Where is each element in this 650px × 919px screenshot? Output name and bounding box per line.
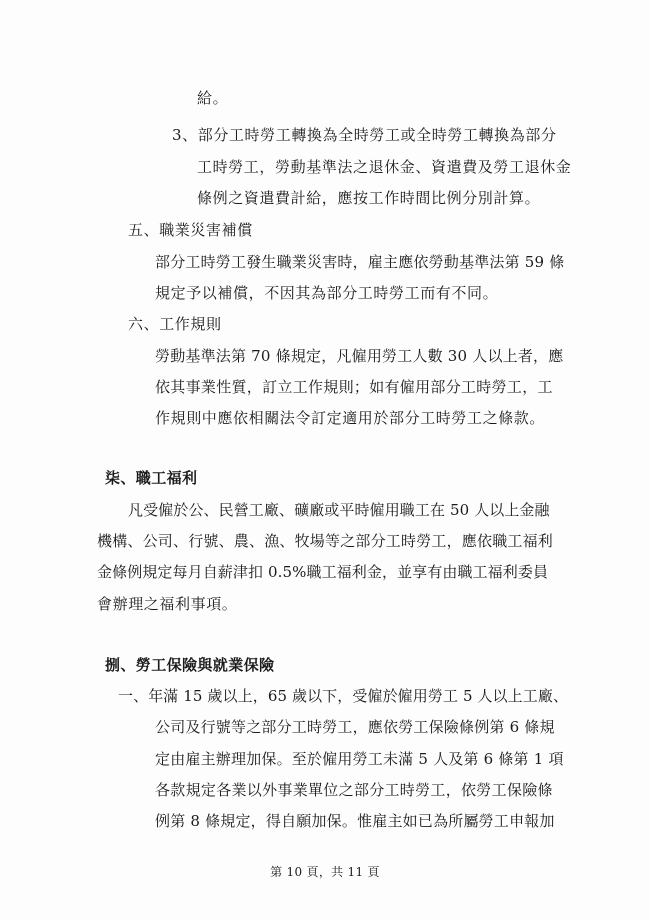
text-line: 部分工時勞工發生職業災害時，雇主應依勞動基準法第 59 條 xyxy=(155,253,565,271)
text-line: 例第 8 條規定，得自願加保。惟雇主如已為所屬勞工申報加 xyxy=(155,812,555,830)
text-line: 定由雇主辦理加保。至於僱用勞工未滿 5 人及第 6 條第 1 項 xyxy=(155,750,564,768)
section-heading-occupational-injury: 五、職業災害補償 xyxy=(128,221,253,239)
text-line: 給。 xyxy=(197,89,229,107)
text-line: 勞動基準法第 70 條規定，凡僱用勞工人數 30 人以上者，應 xyxy=(155,347,564,365)
text-line: 會辦理之福利事項。 xyxy=(97,595,238,613)
list-item-1-line: 一、年滿 15 歲以上，65 歲以下，受僱於僱用勞工 5 人以上工廠、 xyxy=(118,687,569,705)
text-line: 各款規定各業以外事業單位之部分工時勞工，依勞工保險條 xyxy=(155,781,553,799)
page-number-footer: 第 10 頁，共 11 頁 xyxy=(270,865,380,879)
text-line: 工時勞工，勞動基準法之退休金、資遣費及勞工退休金 xyxy=(197,158,572,176)
text-line: 機構、公司、行號、農、漁、牧場等之部分工時勞工，應依職工福利 xyxy=(97,532,554,550)
text-line: 依其事業性質，訂立工作規則；如有僱用部分工時勞工，工 xyxy=(155,378,553,396)
section-heading-employee-welfare: 柒、職工福利 xyxy=(105,469,198,487)
section-heading-work-rules: 六、工作規則 xyxy=(128,315,222,333)
text-line: 金條例規定每月自薪津扣 0.5%職工福利金，並享有由職工福利委員 xyxy=(97,563,549,581)
text-line: 凡受僱於公、民營工廠、礦廠或平時僱用職工在 50 人以上金融 xyxy=(128,501,550,519)
text-line: 作規則中應依相關法令訂定適用於部分工時勞工之條款。 xyxy=(155,409,546,427)
text-line: 條例之資遣費計給，應按工作時間比例分別計算。 xyxy=(197,189,541,207)
section-heading-labor-insurance: 捌、勞工保險與就業保險 xyxy=(105,656,275,674)
list-item-3-line: 3、部分工時勞工轉換為全時勞工或全時勞工轉換為部分 xyxy=(172,126,557,144)
text-line: 規定予以補償，不因其為部分工時勞工而有不同。 xyxy=(155,284,499,302)
text-line: 公司及行號等之部分工時勞工，應依勞工保險條例第 6 條規 xyxy=(155,718,555,736)
